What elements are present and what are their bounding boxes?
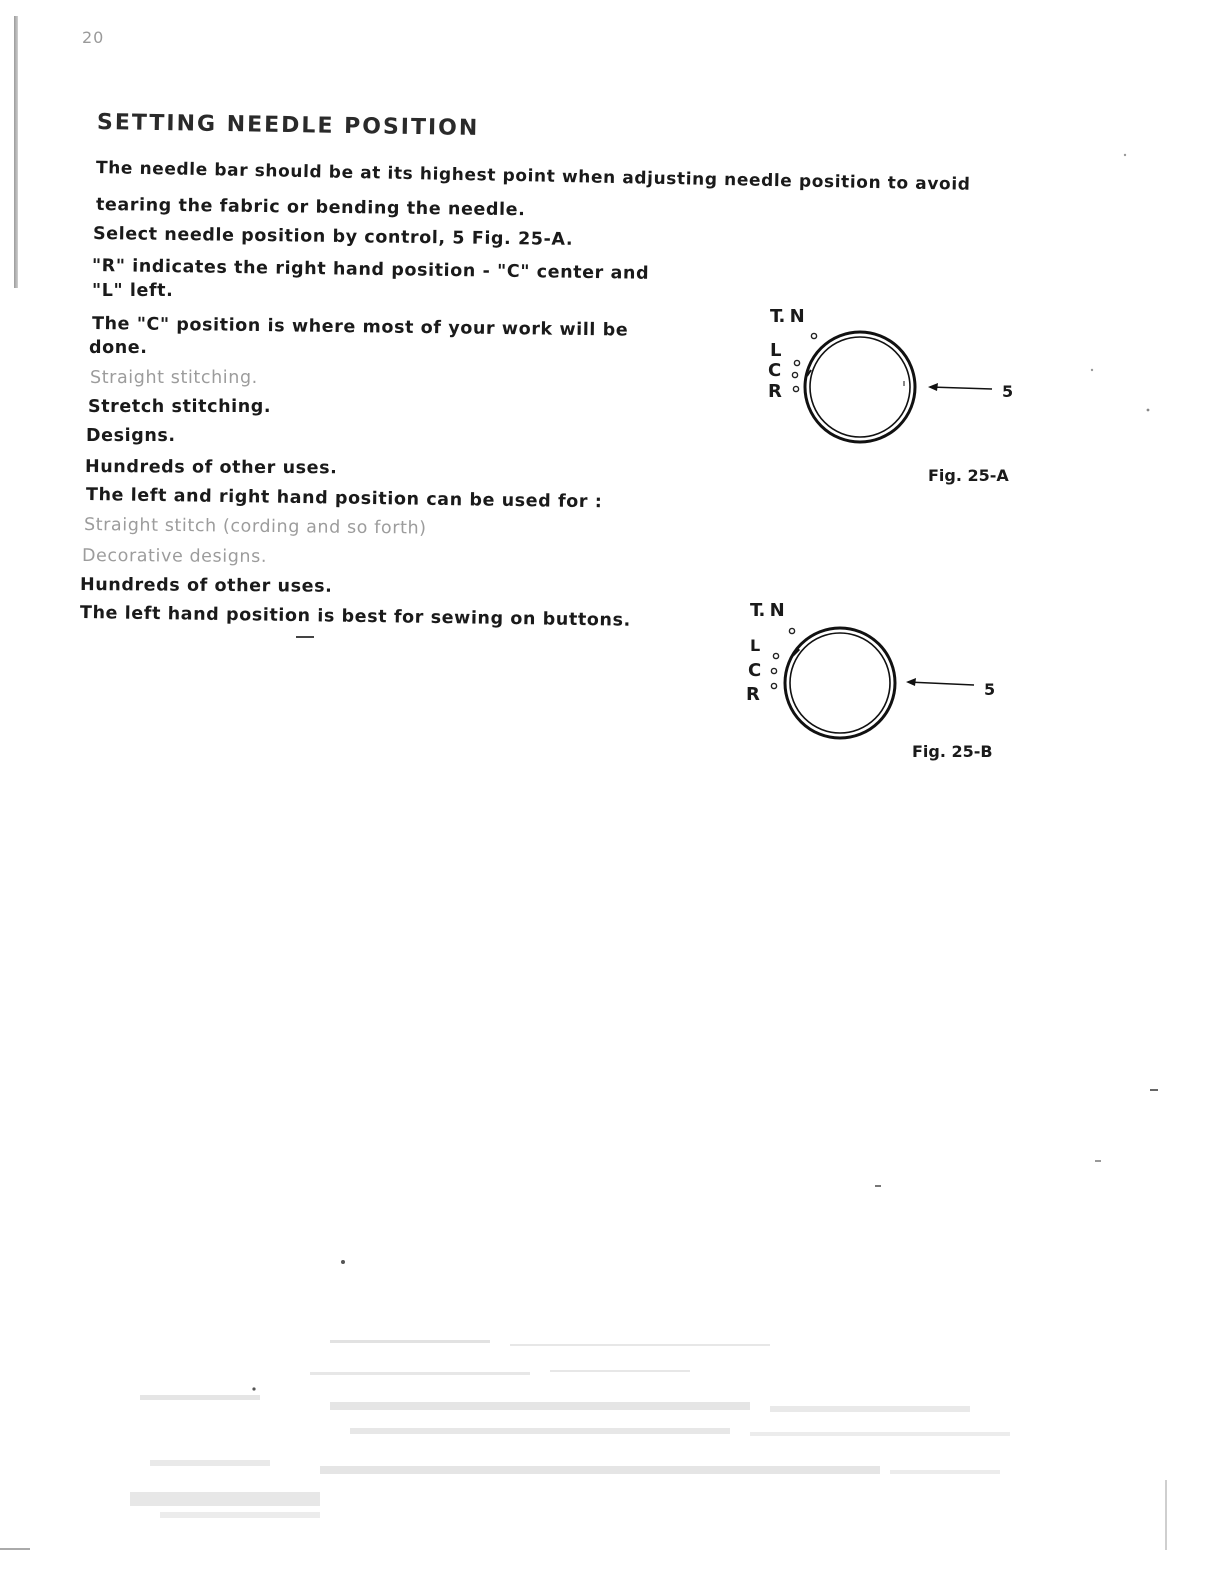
paragraph-line-7: done. bbox=[89, 338, 148, 358]
reference-number: 5 bbox=[984, 680, 996, 699]
dial-inner-ring bbox=[790, 633, 890, 733]
dial-label-r: R bbox=[768, 381, 782, 402]
paragraph-line-5: "L" left. bbox=[92, 281, 174, 301]
paragraph-line-4: "R" indicates the right hand position - "C" center and bbox=[91, 256, 650, 284]
position-dot-tn bbox=[789, 628, 794, 633]
position-dot-l bbox=[773, 653, 778, 658]
figure-25-a bbox=[760, 300, 1040, 500]
paragraph-line-6: The "C" position is where most of your work will be bbox=[91, 314, 629, 341]
dial-label-c: C bbox=[748, 660, 762, 681]
paragraph-line-12: The left and right hand position can be used for : bbox=[85, 485, 603, 513]
dial-indicator-mark bbox=[793, 649, 799, 655]
paragraph-line-2: tearing the fabric or bending the needle. bbox=[95, 195, 526, 221]
paragraph-line-11: Hundreds of other uses. bbox=[84, 457, 338, 479]
position-dot-r bbox=[793, 386, 798, 391]
position-dot-c bbox=[792, 372, 797, 377]
position-dot-tn bbox=[811, 333, 816, 338]
paragraph-line-16: The left hand position is best for sewing on buttons. bbox=[79, 603, 631, 631]
paragraph-line-13: Straight stitch (cording and so forth) bbox=[83, 515, 427, 539]
dial-label-l: L bbox=[770, 340, 782, 361]
dial-label-r: R bbox=[746, 684, 760, 705]
dial-top-label: T. N bbox=[770, 306, 804, 327]
dial-top-label: T. N bbox=[750, 600, 784, 621]
figure-caption: Fig. 25-A bbox=[928, 466, 1009, 485]
figure-25-b bbox=[740, 598, 1030, 778]
dial-inner-ring bbox=[810, 337, 910, 437]
underline-mark bbox=[296, 636, 314, 638]
paragraph-line-8: Straight stitching. bbox=[90, 368, 258, 388]
scan-edge-shadow bbox=[14, 16, 18, 288]
paragraph-line-14: Decorative designs. bbox=[81, 546, 268, 567]
dial-label-l: L bbox=[750, 636, 761, 655]
bleed-through-noise bbox=[130, 1320, 1030, 1530]
position-dot-l bbox=[794, 360, 799, 365]
dial-label-c: C bbox=[768, 360, 782, 381]
position-dot-r bbox=[771, 683, 776, 688]
paragraph-line-1: The needle bar should be at its highest point when adjusting needle position to avoid bbox=[95, 158, 971, 195]
paragraph-line-15: Hundreds of other uses. bbox=[79, 575, 333, 597]
arrow-icon bbox=[904, 676, 979, 692]
paragraph-line-9: Stretch stitching. bbox=[88, 397, 272, 417]
page-title: SETTING NEEDLE POSITION bbox=[96, 110, 480, 142]
paragraph-line-3: Select needle position by control, 5 Fig. 25-A. bbox=[92, 224, 574, 250]
position-dot-c bbox=[771, 668, 776, 673]
figure-caption: Fig. 25-B bbox=[912, 742, 993, 761]
page-number: 20 bbox=[82, 28, 105, 47]
arrow-icon bbox=[926, 380, 996, 396]
reference-number: 5 bbox=[1002, 382, 1014, 401]
paragraph-line-10: Designs. bbox=[86, 426, 176, 446]
